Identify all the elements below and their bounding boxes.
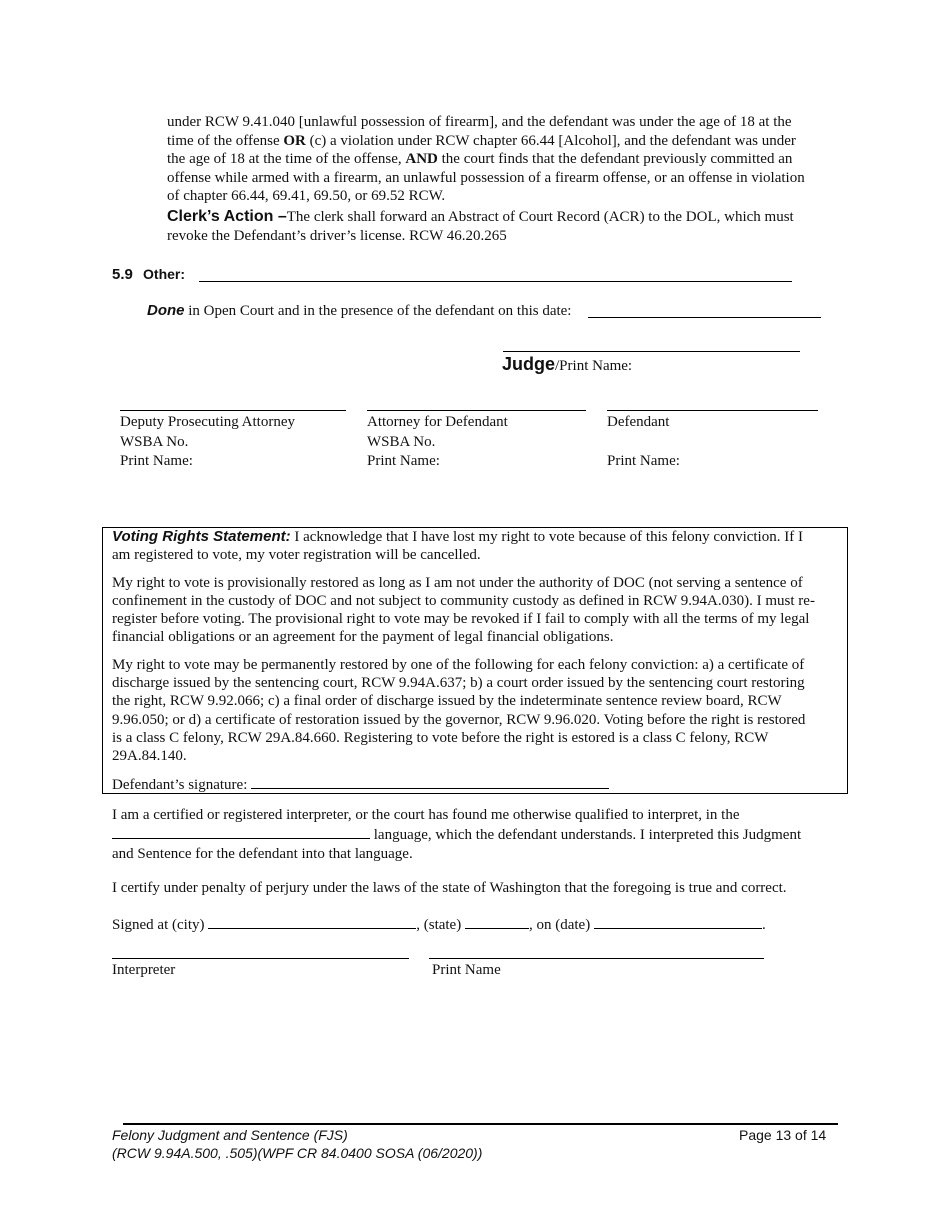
clerk-action-label: Clerk’s Action – xyxy=(167,208,287,225)
signer-wsba: WSBA No. xyxy=(120,433,189,450)
interpreter-print-name-label: Print Name xyxy=(432,962,501,978)
prosecutor-signature-line[interactable] xyxy=(120,410,346,411)
interpreter-signature-line[interactable] xyxy=(112,958,409,959)
defendant-signature-label: Defendant’s signature: xyxy=(112,776,248,793)
language-input-line[interactable] xyxy=(112,825,370,839)
continuation-line: under RCW 9.41.040 [unlawful possession of firearm], and the defendant was under the age of 18 at the xyxy=(167,114,792,130)
done-text: in Open Court and in the presence of the defendant on this date: xyxy=(184,303,572,319)
section-label: Other: xyxy=(143,266,186,282)
clerk-action-text: revoke the Defendant’s driver’s license. RCW 46.20.265 xyxy=(167,227,507,244)
continuation-line: time of the offense OR (c) a violation under RCW chapter 66.44 [Alcohol], and the defendant was under xyxy=(167,132,796,149)
judge-print-name: /Print Name: xyxy=(555,358,633,374)
other-input-line[interactable] xyxy=(199,281,792,282)
judge-signature-line[interactable] xyxy=(503,351,800,352)
footer-title: Felony Judgment and Sentence (FJS) xyxy=(112,1127,348,1143)
done-statement xyxy=(147,302,571,321)
interpreter-statement: I am a certified or registered interpreter, or the court has found me otherwise qualified to interpret, in the language, which the defendant understands. I interpreted this Judgment and Sentence for the defendant into that language. xyxy=(112,807,802,862)
signed-at-row: Signed at (city) , (state) , on (date) . xyxy=(112,917,766,933)
signer-title: Deputy Prosecuting Attorney xyxy=(120,414,295,430)
state-input-line[interactable] xyxy=(465,915,529,929)
perjury-certification: I certify under penalty of perjury under the laws of the state of Washington that the foregoing is true and correct. xyxy=(112,880,787,896)
continuation-paragraph xyxy=(167,113,837,206)
continuation-line: of chapter 66.44, 69.41, 69.50, or 69.52 RCW. xyxy=(167,188,446,204)
signer-print-name: Print Name: xyxy=(367,453,440,469)
signer-title: Attorney for Defendant xyxy=(367,414,508,430)
voting-signature-line[interactable] xyxy=(251,775,609,789)
defense-attorney-signature-line[interactable] xyxy=(367,410,586,411)
signer-print-name: Print Name: xyxy=(607,453,680,469)
clerk-action-text: The clerk shall forward an Abstract of Court Record (ACR) to the DOL, which must xyxy=(286,209,794,225)
signer-title: Defendant xyxy=(607,414,670,430)
interpreter-label: Interpreter xyxy=(112,962,176,978)
continuation-line: the age of 18 at the time of the offense, AND the court finds that the defendant previously committed an xyxy=(167,151,793,167)
clerk-action xyxy=(167,208,837,245)
defendant-block xyxy=(607,413,680,472)
done-date-line[interactable] xyxy=(588,317,821,318)
judge-label-block xyxy=(502,355,632,376)
date-input-line[interactable] xyxy=(594,915,762,929)
section-number: 5.9 xyxy=(112,266,133,283)
prosecutor-block xyxy=(120,413,295,472)
defendant-signature-line[interactable] xyxy=(607,410,818,411)
city-input-line[interactable] xyxy=(208,915,416,929)
voting-rights-heading: Voting Rights Statement: xyxy=(112,528,291,545)
done-label: Done xyxy=(147,302,185,319)
defense-attorney-block xyxy=(367,413,508,472)
signer-wsba: WSBA No. xyxy=(367,433,436,450)
page-number: Page 13 of 14 xyxy=(739,1127,827,1143)
footer-citation: (RCW 9.94A.500, .505)(WPF CR 84.0400 SOSA (06/2020)) xyxy=(112,1145,483,1161)
voting-rights-text: Voting Rights Statement: I acknowledge that I have lost my right to vote because of this felony conviction. If I am registered to vote, my voter registration will be cancelled. My right to vote is provisionally restored as long as I am not under the authority of DOC (not serving a sentence of confinement in the custody of DOC and not subject to community custody as defined in RCW 9.94A.030). I must re- register before voting. The provisional right to vote may be revoked if I fail to comply with all the terms of my legal financial obligations or an agreement for the payment of legal financial obligations. My right to vote may be permanently restored by one of the following for each felony conviction: a) a certificate of discharge issued by the sentencing court, RCW 9.94A.637; b) a court order issued by the sentencing court restoring the right, RCW 9.92.066; c) a final order of discharge issued by the indeterminate sentence review board, RCW 9.96.050; or d) a certificate of restoration issued by the governor, RCW 9.96.020. Voting before the right is restored is a class C felony, RCW 29A.84.660. Registering to vote before the right is estored is a class C felony, RCW 29A.84.140. Defendant’s signature: xyxy=(112,528,815,793)
footer-rule xyxy=(123,1123,838,1125)
section-5-9 xyxy=(112,266,185,283)
continuation-line: offense while armed with a firearm, an unlawful possession of a firearm offense, or an offense in violation xyxy=(167,169,805,186)
interpreter-print-name-line[interactable] xyxy=(429,958,764,959)
signer-print-name: Print Name: xyxy=(120,453,193,469)
judge-label: Judge xyxy=(502,354,556,374)
